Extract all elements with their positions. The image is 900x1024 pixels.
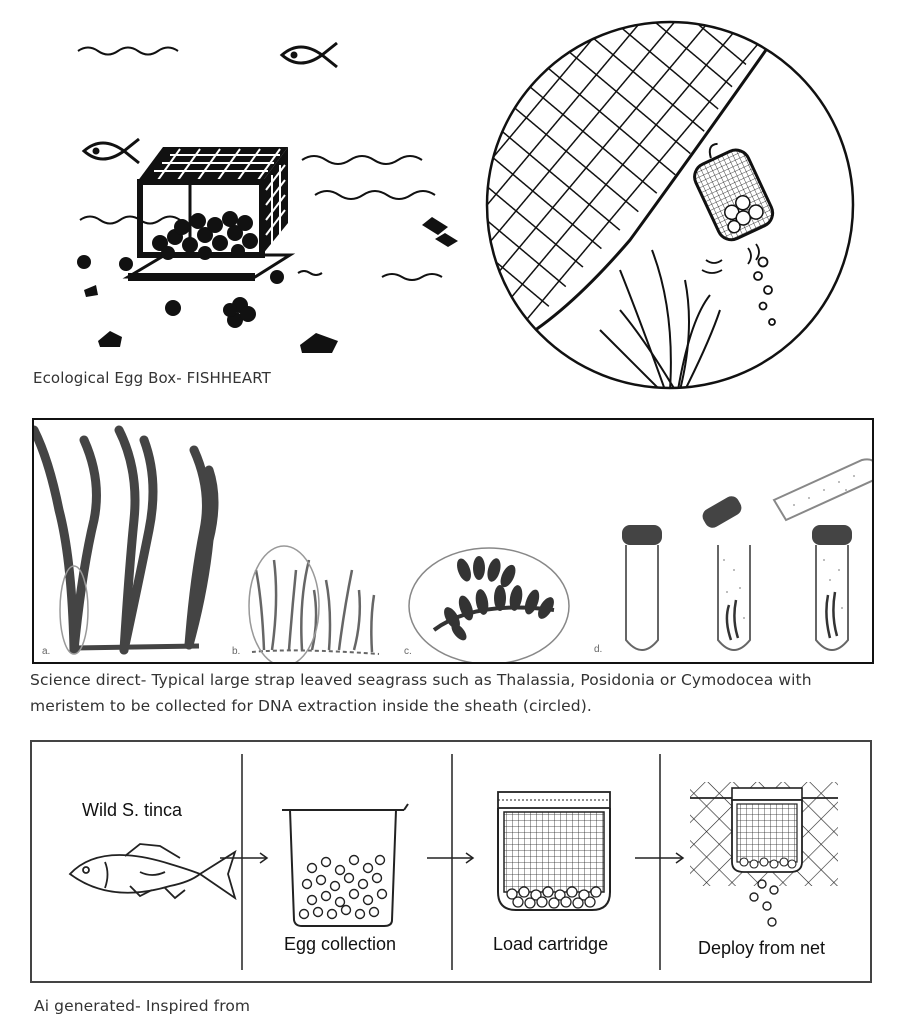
wave-line <box>80 217 180 224</box>
step-label: Egg collection <box>284 934 397 954</box>
wave-line <box>315 191 435 199</box>
bubbles <box>702 244 775 325</box>
fish-icon <box>70 844 235 898</box>
cartridge-icon <box>498 792 610 910</box>
test-tube-icon <box>622 525 662 650</box>
fish-icon <box>282 43 337 67</box>
figure1-caption: Ecological Egg Box- FISHHEART <box>33 369 271 387</box>
wave-line <box>382 274 442 280</box>
net-cartridge-illustration <box>480 10 865 395</box>
test-tube-icon <box>774 459 872 520</box>
panel-label: a. <box>42 646 51 657</box>
beaker-icon <box>282 804 408 926</box>
wave-line <box>302 156 422 164</box>
egg-box-cage <box>128 147 290 281</box>
panel-label: b. <box>232 646 241 657</box>
test-tube-icon <box>700 493 750 650</box>
egg-box-illustration <box>40 15 470 360</box>
panel-label: c. <box>404 646 412 657</box>
step-label: Wild S. tinca <box>82 800 183 820</box>
step-label: Deploy from net <box>698 938 826 958</box>
fish-icon <box>84 139 139 163</box>
figure3-caption: Ai generated- Inspired from <box>34 997 251 1015</box>
seagrass-figure-panel <box>32 418 874 664</box>
panel-label: d. <box>594 644 603 655</box>
process-diagram <box>30 740 872 983</box>
test-tube-icon <box>812 525 852 650</box>
wave-line <box>78 48 178 55</box>
wave-line <box>298 271 322 275</box>
bubbles <box>750 880 778 926</box>
figure2-caption: Science direct- Typical large strap leaved seagrass such as Thalassia, Posidonia or Cymodocea with meristem to be collected for DNA extraction inside the sheath (circled). <box>30 671 812 715</box>
arrow-right-icon <box>427 853 473 863</box>
cartridge-icon <box>732 788 802 872</box>
seagrass-icon <box>34 430 214 650</box>
step-label: Load cartridge <box>493 934 609 954</box>
arrow-right-icon <box>635 853 683 863</box>
cartridge-icon <box>685 134 778 245</box>
